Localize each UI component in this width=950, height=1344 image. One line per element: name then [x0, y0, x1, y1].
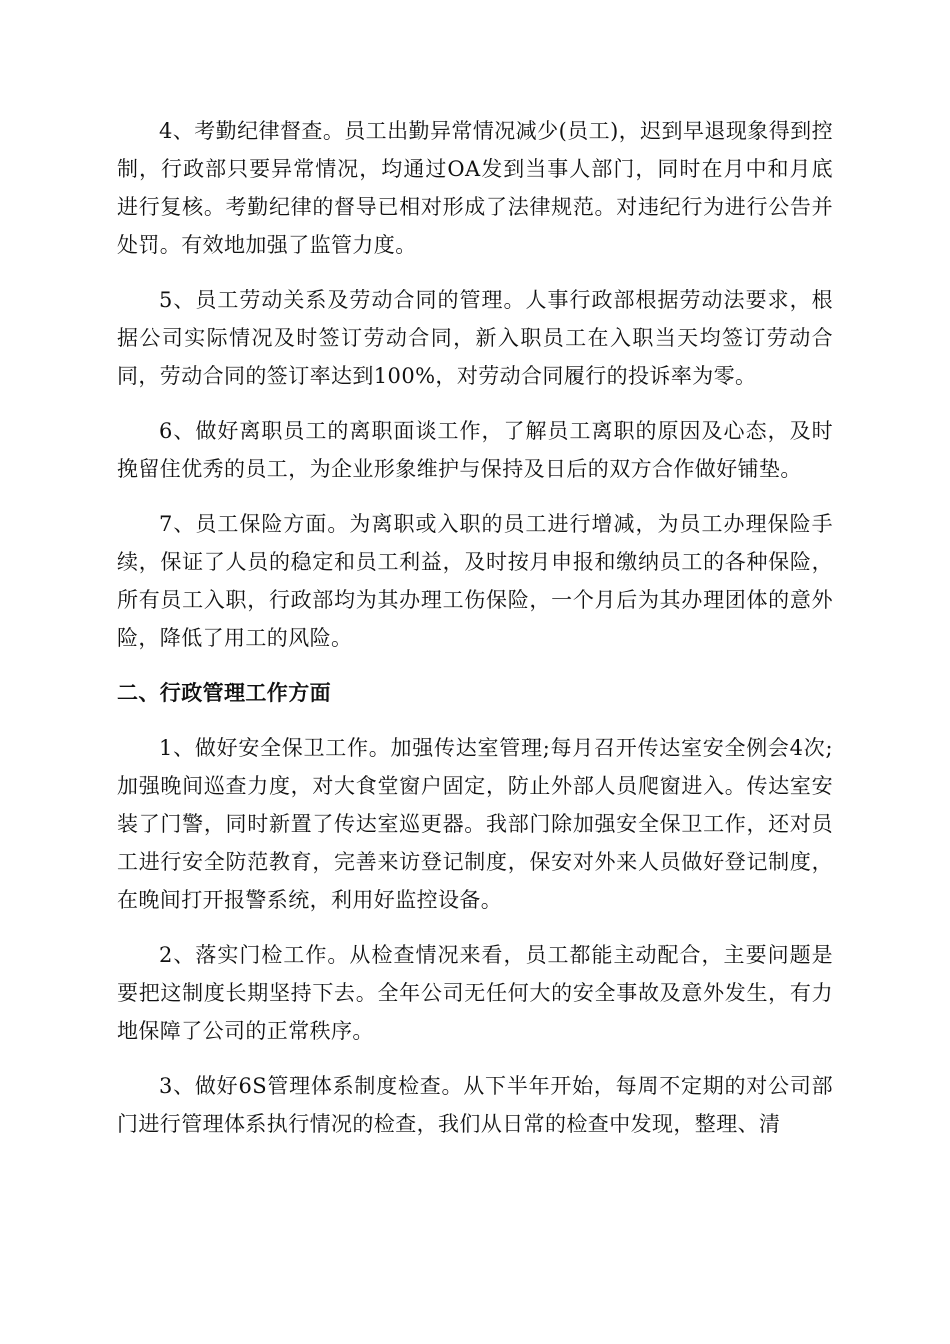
paragraph-attendance-discipline: 4、考勤纪律督查。员工出勤异常情况减少(员工)，迟到早退现象得到控制，行政部只要异常情况，均通过OA发到当事人部门，同时在月中和月底进行复核。考勤纪律的督导已相对形成了法律规范。对违纪行为进行公告并处罚。有效地加强了监管力度。	[117, 119, 833, 257]
paragraph-security-work: 1、做好安全保卫工作。加强传达室管理;每月召开传达室安全例会4次;加强晚间巡查力度，对大食堂窗户固定，防止外部人员爬窗进入。传达室安装了门警，同时新置了传达室巡更器。我部门除加强安全保卫工作，还对员工进行安全防范教育，完善来访登记制度，保安对外来人员做好登记制度，在晚间打开报警系统，利用好监控设备。	[117, 736, 833, 912]
section-heading-administration: 二、行政管理工作方面	[117, 681, 331, 705]
paragraph-6s-inspection: 3、做好6S管理体系制度检查。从下半年开始，每周不定期的对公司部门进行管理体系执行情况的检查，我们从日常的检查中发现，整理、清	[117, 1074, 833, 1136]
paragraph-exit-interviews: 6、做好离职员工的离职面谈工作，了解员工离职的原因及心态，及时挽留住优秀的员工，为企业形象维护与保持及日后的双方合作做好铺垫。	[117, 419, 833, 481]
document-body	[117, 112, 833, 1160]
paragraph-labor-contracts: 5、员工劳动关系及劳动合同的管理。人事行政部根据劳动法要求，根据公司实际情况及时签订劳动合同，新入职员工在入职当天均签订劳动合同，劳动合同的签订率达到100%，对劳动合同履行的投诉率为零。	[117, 288, 833, 388]
paragraph-employee-insurance: 7、员工保险方面。为离职或入职的员工进行增减，为员工办理保险手续，保证了人员的稳定和员工利益，及时按月申报和缴纳员工的各种保险，所有员工入职，行政部均为其办理工伤保险，一个月后为其办理团体的意外险，降低了用工的风险。	[117, 512, 833, 650]
paragraph-gate-inspection: 2、落实门检工作。从检查情况来看，员工都能主动配合，主要问题是要把这制度长期坚持下去。全年公司无任何大的安全事故及意外发生，有力地保障了公司的正常秩序。	[117, 943, 833, 1043]
